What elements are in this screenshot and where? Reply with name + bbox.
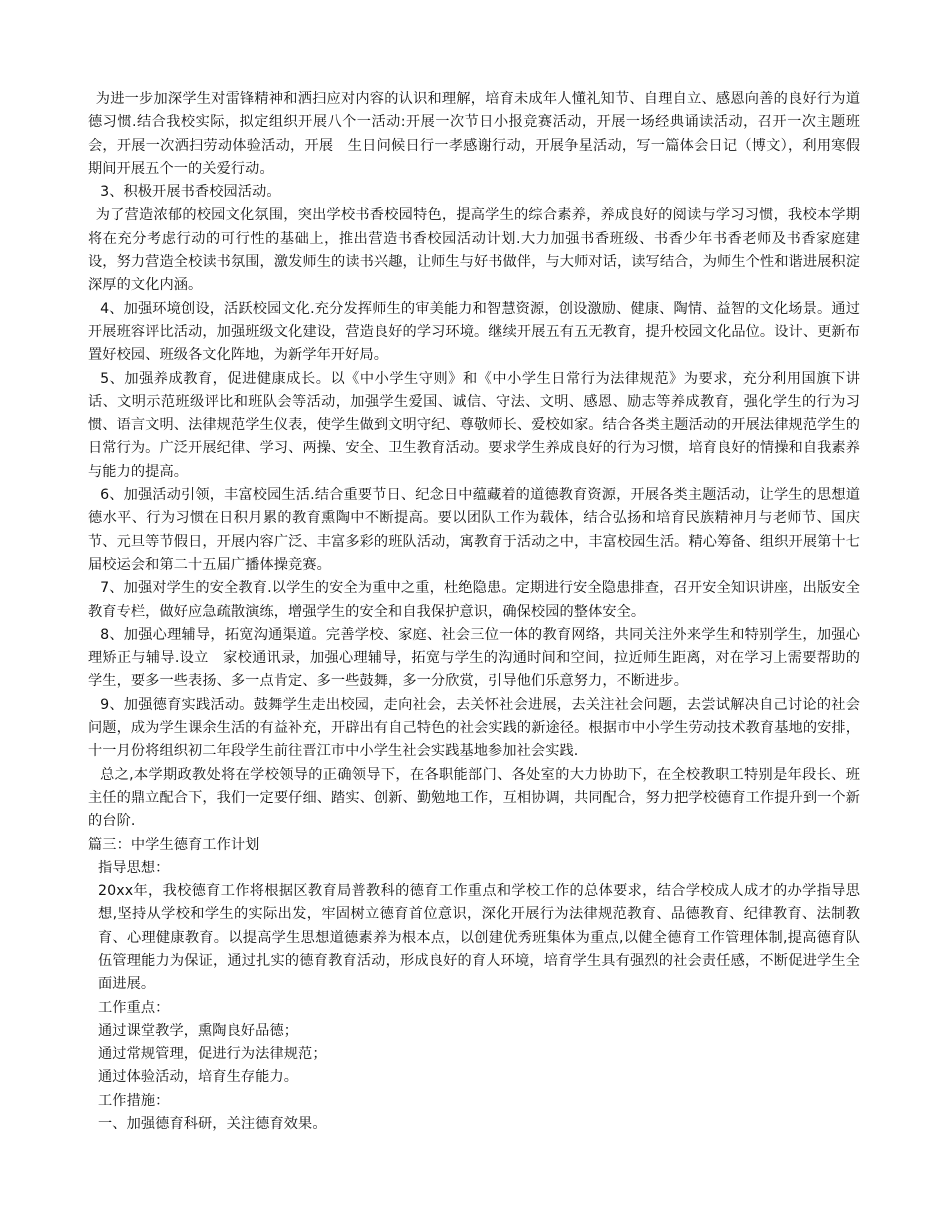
guiding-ideology-body: 20xx年，我校德育工作将根据区教育局普教科的德育工作重点和学校工作的总体要求，结合学校成人成才的办学指导思想,坚持从学校和学生的实际出发，牢固树立德育首位意识，深化开展行为法律规范教育、品德教育、纪律教育、法制教育、心理健康教育。以提高学生思想道德素养为根本点，以创建优秀班集体为重点,以健全德育工作管理体制,提高德育队伍管理能力为保证，通过扎实的德育教育活动，形成良好的育人环境，培育学生具有强烈的社会责任感，不断促进学生全面进展。 [98, 883, 860, 993]
item-3-body: 为了营造浓郁的校园文化氛围，突出学校书香校园特色，提高学生的综合素养，养成良好的阅读与学习习惯，我校本学期将在充分考虑行动的可行性的基础上，推出营造书香校园活动计划.大力加强书香班级、书香少年书香老师及书香家庭建设，努力营造全校读书氛围，激发师生的读书兴趣，让师生与好书做伴，与大师对话，读写结合，为师生个性和谐进展积淀深厚的文化内涵。 [88, 207, 860, 294]
work-measures-label: 工作措施： [98, 1092, 170, 1109]
item-5: 5、加强养成教育，促进健康成长。以《中小学生守则》和《中小学生日常行为法律规范》为要求，充分利用国旗下讲话、文明示范班级评比和班队会等活动，加强学生爱国、诚信、守法、文明、感恩、励志等养成教育，强化学生的行为习惯、语言文明、法律规范学生仪表，使学生做到文明守纪、尊敬师长、爱校如家。结合各类主题活动的开展法律规范学生的日常行为。广泛开展纪律、学习、两操、安全、卫生教育活动。要求学生养成良好的行为习惯，培育良好的情操和自我素养与能力的提高。 [88, 370, 860, 480]
work-focus-label: 工作重点： [98, 999, 170, 1016]
summary-paragraph: 总之,本学期政教处将在学校领导的正确领导下，在各职能部门、各处室的大力协助下，在全校教职工特别是年段长、班主任的鼎立配合下，我们一定要仔细、踏实、创新、勤勉地工作，互相协调，共同配合，努力把学校德育工作提升到一个新的台阶. [88, 766, 860, 830]
paragraph-intro: 为进一步加深学生对雷锋精神和洒扫应对内容的认识和理解，培育未成年人懂礼知节、自理自立、感恩向善的良好行为道德习惯.结合我校实际，拟定组织开展八个一活动:开展一次节日小报竞赛活动，开展一场经典诵读活动，召开一次主题班会，开展一次洒扫劳动体验活动，开展 生日问候日行一孝感谢行动，开展争星活动，写一篇体会日记（博文），利用寒假期间开展五个一的关爱行动。 [88, 91, 860, 177]
work-focus-item-2: 通过常规管理，促进行为法律规范； [98, 1046, 327, 1063]
work-focus-item-3: 通过体验活动，培育生存能力。 [98, 1069, 299, 1086]
document-body [88, 88, 860, 1136]
item-8: 8、加强心理辅导，拓宽沟通渠道。完善学校、家庭、社会三位一体的教育网络，共同关注外来学生和特别学生，加强心理矫正与辅导.设立 家校通讯录，加强心理辅导，拓宽与学生的沟通时间和空间，拉近师生距离，对在学习上需要帮助的学生，要多一些表扬、多一点肯定、多一些鼓舞，多一分欣赏，引导他们乐意努力，不断进步。 [88, 626, 860, 690]
work-focus-item-1: 通过课堂教学，熏陶良好品德； [98, 1022, 299, 1039]
item-4: 4、加强环境创设，活跃校园文化.充分发挥师生的审美能力和智慧资源，创设激励、健康、陶情、益智的文化场景。通过开展班容评比活动，加强班级文化建设，营造良好的学习环境。继续开展五有五无教育，提升校园文化品位。设计、更新布置好校园、班级各文化阵地，为新学年开好局。 [88, 300, 860, 364]
item-7: 7、加强对学生的安全教育.以学生的安全为重中之重，杜绝隐患。定期进行安全隐患排查，召开安全知识讲座，出版安全教育专栏，做好应急疏散演练，增强学生的安全和自我保护意识，确保校园的整体安全。 [88, 580, 860, 620]
item-6: 6、加强活动引领，丰富校园生活.结合重要节日、纪念日中蕴藏着的道德教育资源，开展各类主题活动，让学生的思想道德水平、行为习惯在日积月累的教育熏陶中不断提高。要以团队工作为载体，结合弘扬和培育民族精神月与老师节、国庆节、元旦等节假日，开展内容广泛、丰富多彩的班队活动，寓教育于活动之中，丰富校园生活。精心筹备、组织开展第十七届校运会和第二十五届广播体操竞赛。 [88, 487, 860, 573]
guiding-ideology-label: 指导思想： [98, 859, 170, 876]
section-heading: 篇三：中学生德育工作计划 [88, 836, 260, 853]
item-9: 9、加强德育实践活动。鼓舞学生走出校园，走向社会，去关怀社会进展，去关注社会问题，去尝试解决自己讨论的社会问题，成为学生课余生活的有益补充，开辟出有自己特色的社会实践的新途径。根据市中小学生劳动技术教育基地的安排，十一月份将组织初二年段学生前往晋江市中小学生社会实践基地参加社会实践. [88, 696, 860, 760]
item-3-heading: 3、积极开展书香校园活动。 [100, 184, 281, 201]
measure-1: 一、加强德育科研，关注德育效果。 [98, 1116, 327, 1133]
